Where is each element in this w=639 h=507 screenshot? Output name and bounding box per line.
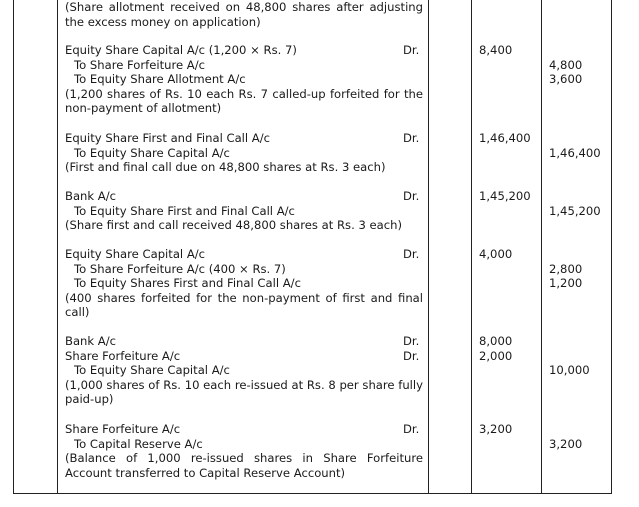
- top-narration: (Share allotment received on 48,800 shares after adjusting the excess money on application): [65, 0, 423, 29]
- debit-account: Share Forfeiture A/c: [65, 348, 181, 363]
- credit-account: To Capital Reserve A/c: [74, 436, 203, 451]
- credit-account: To Equity Share Capital A/c: [74, 363, 230, 377]
- narration: (First and final call due on 48,800 shares at Rs. 3 each): [65, 160, 386, 174]
- table-bottom-border: [13, 493, 611, 494]
- debit-column-left-border: [471, 0, 472, 494]
- date-column-border: [57, 0, 58, 494]
- debit-account: Equity Share First and Final Call A/c: [65, 131, 271, 145]
- debit-amount: 8,000: [479, 334, 513, 348]
- debit-account: Share Forfeiture A/c: [65, 422, 181, 436]
- dr-marker: Dr.: [403, 422, 420, 436]
- credit-amount: 1,45,200: [549, 203, 601, 218]
- dr-marker: Dr.: [403, 43, 420, 57]
- table-right-border: [611, 0, 612, 494]
- dr-marker: Dr.: [403, 247, 420, 261]
- narration: (1,200 shares of Rs. 10 each Rs. 7 called-up forfeited for the non-payment of allotment): [65, 86, 423, 115]
- credit-account: To Equity Share First and Final Call A/c: [74, 203, 295, 218]
- credit-amount: 4,800: [549, 57, 583, 72]
- debit-amount: 8,400: [479, 43, 513, 57]
- debit-amount: 1,46,400: [479, 131, 531, 145]
- debit-account: Bank A/c: [65, 334, 117, 348]
- narration: (1,000 shares of Rs. 10 each re-issued at Rs. 8 per share fully paid-up): [65, 377, 423, 406]
- debit-amount: 3,200: [479, 422, 513, 436]
- table-left-border: [13, 0, 14, 494]
- credit-account: To Equity Shares First and Final Call A/c: [74, 276, 301, 290]
- credit-amount: 3,200: [549, 436, 583, 451]
- dr-marker: Dr.: [403, 348, 420, 363]
- narration: (Share first and call received 48,800 shares at Rs. 3 each): [65, 218, 402, 232]
- debit-amount: 1,45,200: [479, 189, 531, 203]
- credit-amount: 1,200: [549, 276, 583, 290]
- dr-marker: Dr.: [403, 131, 420, 145]
- debit-amount: 4,000: [479, 247, 513, 261]
- credit-account: To Equity Share Allotment A/c: [74, 72, 246, 86]
- credit-account: To Equity Share Capital A/c: [74, 145, 230, 160]
- dr-marker: Dr.: [403, 189, 420, 203]
- dr-marker: Dr.: [403, 334, 420, 348]
- debit-amount: 2,000: [479, 348, 513, 363]
- credit-amount: 2,800: [549, 261, 583, 276]
- debit-account: Bank A/c: [65, 189, 117, 203]
- credit-amount: 1,46,400: [549, 145, 601, 160]
- credit-column-left-border: [541, 0, 542, 494]
- credit-amount: 3,600: [549, 72, 583, 86]
- credit-account: To Share Forfeiture A/c: [74, 57, 206, 72]
- debit-account: Equity Share Capital A/c (1,200 × Rs. 7): [65, 43, 297, 57]
- credit-amount: 10,000: [549, 363, 590, 377]
- credit-account: To Share Forfeiture A/c (400 × Rs. 7): [74, 261, 286, 276]
- debit-account: Equity Share Capital A/c: [65, 247, 206, 261]
- narration: (Balance of 1,000 re-issued shares in Share Forfeiture Account transferred to Capital Reserve Account): [65, 451, 423, 480]
- narration: (400 shares forfeited for the non-payment of first and final call): [65, 290, 423, 319]
